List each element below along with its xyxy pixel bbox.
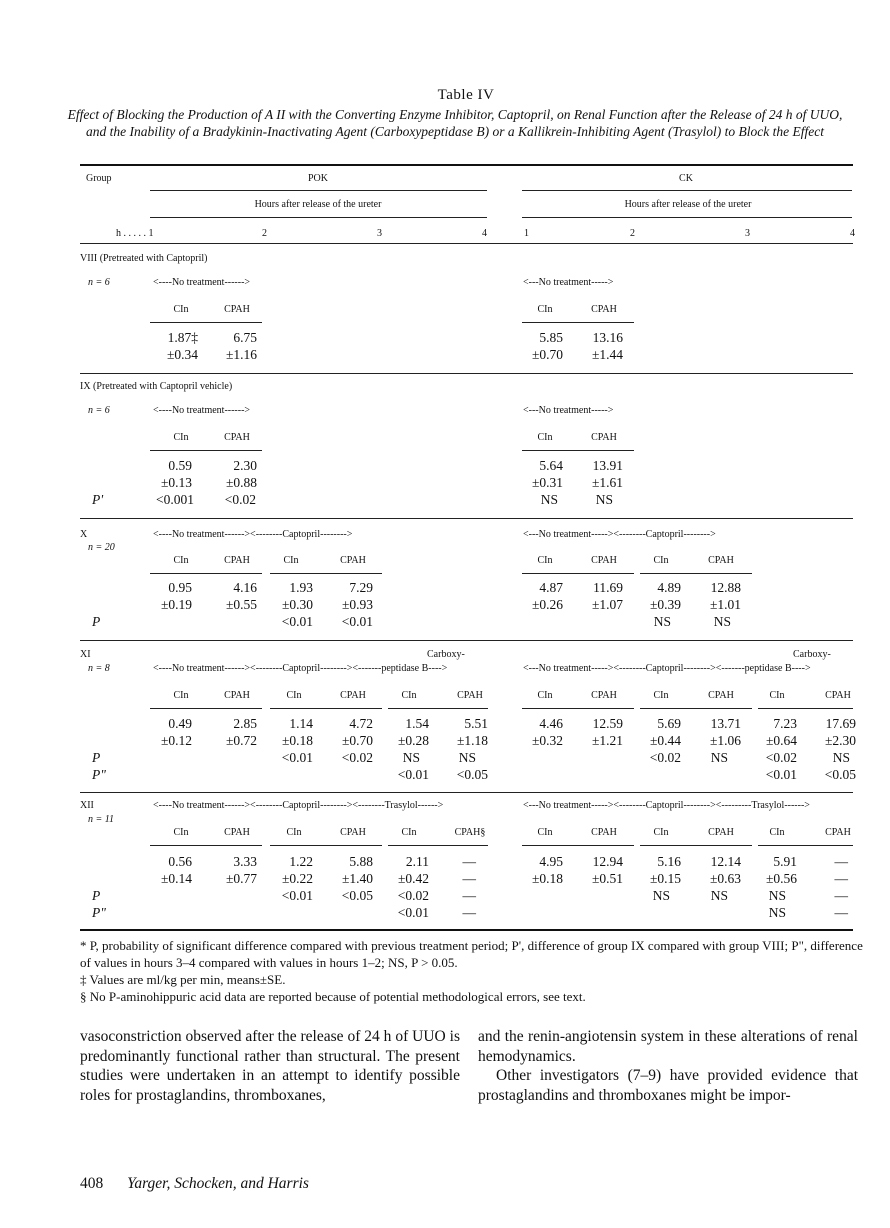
x-pok-v6: <0.01 bbox=[281, 614, 313, 629]
x-ck-bracket: <---No treatment-----><--------Captopril--------> bbox=[523, 529, 716, 540]
viii-pok-rule bbox=[150, 322, 262, 323]
pok-hours-rule bbox=[150, 217, 487, 218]
ix-ck-cpah-se: ±1.61 bbox=[591, 475, 623, 490]
x-ck-v3: ±1.07 bbox=[591, 597, 623, 612]
xi-pok-p-2: <0.01 bbox=[281, 750, 313, 765]
x-pok-v9: <0.01 bbox=[341, 614, 373, 629]
xi-ck-p-5: NS bbox=[832, 750, 850, 765]
x-pok-v3: ±0.55 bbox=[225, 597, 257, 612]
xii-pok-p-3: <0.05 bbox=[341, 888, 373, 903]
x-pok-v4: 1.93 bbox=[289, 580, 313, 595]
xi-pok-rule-a bbox=[150, 708, 262, 709]
x-ck-v4: 4.89 bbox=[657, 580, 681, 595]
xi-ck-mean-2: 5.69 bbox=[657, 716, 681, 731]
footnote-units: ‡ Values are ml/kg per min, means±SE. bbox=[80, 972, 286, 987]
xii-pok-se-4: ±0.42 bbox=[397, 871, 429, 886]
group-xi-title: XI bbox=[80, 649, 91, 660]
xi-pp-label: P" bbox=[92, 767, 106, 782]
xi-ck-h5: CIn bbox=[769, 690, 785, 701]
xi-pok-h3: CIn bbox=[286, 690, 302, 701]
viii-pok-cpah: 6.75 bbox=[233, 330, 257, 345]
body-column-left bbox=[80, 1027, 460, 1105]
xii-ck-se-1: ±0.51 bbox=[591, 871, 623, 886]
ix-ck-cpah-p: NS bbox=[595, 492, 613, 507]
x-ck-v2: 11.69 bbox=[593, 580, 623, 595]
pok-hours-caption: Hours after release of the ureter bbox=[254, 199, 382, 210]
xi-ck-pp-4: <0.01 bbox=[765, 767, 797, 782]
xii-pok-pp-4: <0.01 bbox=[397, 905, 429, 920]
x-ck-h3: CIn bbox=[653, 555, 669, 566]
ix-pok-rule bbox=[150, 450, 262, 451]
xii-ck-p-3: NS bbox=[710, 888, 728, 903]
xi-ck-h3: CIn bbox=[653, 690, 669, 701]
body-paragraph-left: vasoconstriction observed after the release of 24 h of UUO is predominantly functional rather than structural. The present studies were undertaken in an attempt to identify possible roles for prostaglandins, thromboxanes, bbox=[80, 1028, 460, 1104]
xi-pok-se-3: ±0.70 bbox=[341, 733, 373, 748]
hour-label-row: h . . . . . 1 bbox=[116, 228, 154, 239]
header-pok: POK bbox=[307, 173, 329, 184]
ck-hours-rule bbox=[522, 217, 852, 218]
viii-ck-bracket: <---No treatment-----> bbox=[523, 277, 614, 288]
table-title: Table IV bbox=[437, 87, 495, 103]
xi-pok-h6: CPAH bbox=[457, 690, 483, 701]
xi-pok-pp-4: <0.01 bbox=[397, 767, 429, 782]
x-pok-v7: 7.29 bbox=[349, 580, 373, 595]
x-pok-h4: CPAH bbox=[340, 555, 366, 566]
xii-ck-h3: CIn bbox=[653, 827, 669, 838]
pok-hour-2: 2 bbox=[262, 228, 267, 239]
viii-pok-cpah-se: ±1.16 bbox=[225, 347, 257, 362]
xii-ck-pp-4: NS bbox=[768, 905, 786, 920]
body-paragraph-right-2: Other investigators (7–9) have provided evidence that prostaglandins and thromboxanes might be impor- bbox=[478, 1067, 858, 1104]
xii-ck-se-5: — bbox=[834, 871, 848, 886]
pok-hour-4: 4 bbox=[482, 228, 487, 239]
group-viii-n: n = 6 bbox=[88, 277, 110, 288]
xii-pok-mean-2: 1.22 bbox=[289, 854, 313, 869]
viii-ck-cpah: 13.16 bbox=[592, 330, 623, 345]
xii-pok-h6: CPAH§ bbox=[454, 827, 486, 838]
ix-pok-bracket: <----No treatment------> bbox=[153, 405, 251, 416]
xii-ck-rule-b bbox=[640, 845, 752, 846]
x-pok-rule-b bbox=[270, 573, 382, 574]
ix-pok-cin-p: <0.001 bbox=[156, 492, 194, 507]
xi-pok-h2: CPAH bbox=[224, 690, 250, 701]
xii-pok-se-3: ±1.40 bbox=[341, 871, 373, 886]
xii-pok-rule-a bbox=[150, 845, 262, 846]
table-top-rule bbox=[80, 164, 853, 166]
x-pok-h3: CIn bbox=[283, 555, 299, 566]
group-x-title: X bbox=[80, 529, 88, 540]
xii-pok-se-1: ±0.77 bbox=[225, 871, 257, 886]
running-authors: Yarger, Schocken, and Harris bbox=[127, 1175, 309, 1192]
ix-ck-cpah-head: CPAH bbox=[591, 432, 617, 443]
xi-ck-se-5: ±2.30 bbox=[824, 733, 856, 748]
x-pok-bracket: <----No treatment------><--------Captopril--------> bbox=[153, 529, 353, 540]
ix-pok-cpah: 2.30 bbox=[233, 458, 257, 473]
xi-ck-p-2: <0.02 bbox=[649, 750, 681, 765]
xi-pok-mean-1: 2.85 bbox=[233, 716, 257, 731]
table-footnotes bbox=[80, 937, 870, 1005]
xi-pok-h4: CPAH bbox=[340, 690, 366, 701]
ix-p-label: P' bbox=[92, 492, 104, 507]
xii-ck-mean-5: — bbox=[834, 854, 848, 869]
xii-ck-se-3: ±0.63 bbox=[709, 871, 741, 886]
footnote-p: * P, probability of significant difference compared with previous treatment period; P', difference of group IX compared with group VIII; P", difference of values in hours 3–4 compared with values in hours 1–2; NS, P > 0.05. bbox=[80, 938, 863, 970]
xi-pok-se-1: ±0.72 bbox=[225, 733, 257, 748]
xi-pok-se-5: ±1.18 bbox=[456, 733, 488, 748]
group-xi-rule bbox=[80, 792, 853, 793]
viii-ck-cin-head: CIn bbox=[537, 304, 553, 315]
viii-pok-cin-head: CIn bbox=[173, 304, 189, 315]
xii-pok-mean-4: 2.11 bbox=[405, 854, 429, 869]
xi-ck-bracket: <---No treatment-----><--------Captopril--------><-------peptidase B----> bbox=[523, 663, 811, 674]
viii-pok-bracket: <----No treatment------> bbox=[153, 277, 251, 288]
xii-ck-h5: CIn bbox=[769, 827, 785, 838]
viii-ck-rule bbox=[522, 322, 634, 323]
footnote-pah: § No P-aminohippuric acid data are reported because of potential methodological errors, see text. bbox=[80, 989, 586, 1004]
xi-pok-p-3: <0.02 bbox=[341, 750, 373, 765]
xii-ck-mean-2: 5.16 bbox=[657, 854, 681, 869]
viii-pok-cin: 1.87‡ bbox=[167, 330, 198, 345]
group-xi-n: n = 8 bbox=[88, 663, 110, 674]
ck-header-rule bbox=[522, 190, 852, 191]
viii-ck-cpah-head: CPAH bbox=[591, 304, 617, 315]
xii-pok-h3: CIn bbox=[286, 827, 302, 838]
xii-pok-rule-b bbox=[270, 845, 382, 846]
xi-ck-se-1: ±1.21 bbox=[591, 733, 623, 748]
xii-p-label: P bbox=[92, 888, 101, 903]
xii-pok-mean-3: 5.88 bbox=[349, 854, 373, 869]
xii-pok-pp-5: — bbox=[462, 905, 476, 920]
viii-pok-cpah-head: CPAH bbox=[224, 304, 250, 315]
x-pok-v2: 4.16 bbox=[233, 580, 257, 595]
xi-ck-pp-5: <0.05 bbox=[824, 767, 856, 782]
ck-hour-3: 3 bbox=[745, 228, 750, 239]
ck-hours-caption: Hours after release of the ureter bbox=[624, 199, 752, 210]
xi-pok-se-2: ±0.18 bbox=[281, 733, 313, 748]
ix-pok-cin-head: CIn bbox=[173, 432, 189, 443]
xi-ck-rule-a bbox=[522, 708, 634, 709]
xii-ck-se-0: ±0.18 bbox=[531, 871, 563, 886]
xii-ck-rule-c bbox=[758, 845, 853, 846]
xi-ck-h2: CPAH bbox=[591, 690, 617, 701]
xi-ck-p-3: NS bbox=[710, 750, 728, 765]
body-paragraph-right-1: and the renin-angiotensin system in these alterations of renal hemodynamics. bbox=[478, 1028, 858, 1065]
x-ck-v7: 12.88 bbox=[710, 580, 741, 595]
header-bottom-rule bbox=[80, 243, 853, 244]
xi-ck-carboxy: Carboxy- bbox=[793, 649, 831, 660]
xi-pok-mean-3: 4.72 bbox=[349, 716, 373, 731]
ix-ck-cin-se: ±0.31 bbox=[531, 475, 563, 490]
table-bottom-rule bbox=[80, 929, 853, 931]
xii-ck-p-2: NS bbox=[652, 888, 670, 903]
xi-pok-p-4: NS bbox=[402, 750, 420, 765]
xi-pok-mean-2: 1.14 bbox=[289, 716, 313, 731]
ck-hour-1: 1 bbox=[524, 228, 529, 239]
ix-pok-cin: 0.59 bbox=[168, 458, 192, 473]
ix-ck-bracket: <---No treatment-----> bbox=[523, 405, 614, 416]
xii-ck-pp-5: — bbox=[834, 905, 848, 920]
x-pok-v1: ±0.19 bbox=[160, 597, 192, 612]
x-ck-v8: ±1.01 bbox=[709, 597, 741, 612]
xii-ck-bracket: <---No treatment-----><--------Captopril--------><---------Trasylol------> bbox=[523, 800, 810, 811]
group-xii-n: n = 11 bbox=[88, 814, 115, 825]
group-x-n: n = 20 bbox=[88, 542, 115, 553]
xi-ck-se-3: ±1.06 bbox=[709, 733, 741, 748]
xii-pok-bracket: <----No treatment------><--------Captopril--------><--------Trasylol------> bbox=[153, 800, 444, 811]
xii-pok-p-2: <0.01 bbox=[281, 888, 313, 903]
xii-pok-mean-1: 3.33 bbox=[233, 854, 257, 869]
ix-ck-cin-p: NS bbox=[540, 492, 558, 507]
x-pok-h1: CIn bbox=[173, 555, 189, 566]
xi-ck-h4: CPAH bbox=[708, 690, 734, 701]
xii-pok-h1: CIn bbox=[173, 827, 189, 838]
xi-ck-mean-4: 7.23 bbox=[773, 716, 797, 731]
ix-pok-cpah-p: <0.02 bbox=[224, 492, 256, 507]
xi-p-label: P bbox=[92, 750, 101, 765]
xii-ck-mean-0: 4.95 bbox=[539, 854, 563, 869]
xi-pok-se-4: ±0.28 bbox=[397, 733, 429, 748]
xi-ck-mean-5: 17.69 bbox=[825, 716, 856, 731]
xii-ck-se-4: ±0.56 bbox=[765, 871, 797, 886]
xii-ck-p-5: — bbox=[834, 888, 848, 903]
page-number: 408 bbox=[80, 1175, 104, 1192]
ix-ck-rule bbox=[522, 450, 634, 451]
xii-pok-se-5: — bbox=[462, 871, 476, 886]
xi-ck-h6: CPAH bbox=[825, 690, 851, 701]
ck-hour-2: 2 bbox=[630, 228, 635, 239]
xii-ck-h1: CIn bbox=[537, 827, 553, 838]
xii-pok-p-4: <0.02 bbox=[397, 888, 429, 903]
ix-pok-cpah-head: CPAH bbox=[224, 432, 250, 443]
x-pok-v0: 0.95 bbox=[168, 580, 192, 595]
x-ck-h1: CIn bbox=[537, 555, 553, 566]
ix-ck-cpah: 13.91 bbox=[592, 458, 623, 473]
x-ck-rule-b bbox=[640, 573, 752, 574]
xii-pok-se-2: ±0.22 bbox=[281, 871, 313, 886]
xii-pok-mean-0: 0.56 bbox=[168, 854, 192, 869]
xi-ck-p-4: <0.02 bbox=[765, 750, 797, 765]
ix-ck-cin: 5.64 bbox=[539, 458, 563, 473]
xi-ck-se-0: ±0.32 bbox=[531, 733, 563, 748]
xi-pok-pp-5: <0.05 bbox=[456, 767, 488, 782]
xi-pok-h5: CIn bbox=[401, 690, 417, 701]
group-ix-rule bbox=[80, 518, 853, 519]
xii-ck-rule-a bbox=[522, 845, 634, 846]
xi-pok-mean-5: 5.51 bbox=[464, 716, 488, 731]
viii-pok-cin-se: ±0.34 bbox=[166, 347, 198, 362]
ix-pok-cpah-se: ±0.88 bbox=[225, 475, 257, 490]
x-ck-rule-a bbox=[522, 573, 634, 574]
header-group: Group bbox=[86, 173, 112, 184]
xi-pok-mean-4: 1.54 bbox=[405, 716, 429, 731]
xii-pok-h2: CPAH bbox=[224, 827, 250, 838]
body-column-right bbox=[478, 1027, 858, 1105]
group-x-rule bbox=[80, 640, 853, 641]
x-ck-v0: 4.87 bbox=[539, 580, 563, 595]
x-ck-v6: NS bbox=[653, 614, 671, 629]
viii-ck-cin-se: ±0.70 bbox=[531, 347, 563, 362]
xii-pp-label: P" bbox=[92, 905, 106, 920]
xii-pok-p-5: — bbox=[462, 888, 476, 903]
xi-ck-mean-3: 13.71 bbox=[710, 716, 741, 731]
xi-ck-rule-b bbox=[640, 708, 752, 709]
xi-ck-mean-1: 12.59 bbox=[592, 716, 623, 731]
xi-ck-mean-0: 4.46 bbox=[539, 716, 563, 731]
x-pok-h2: CPAH bbox=[224, 555, 250, 566]
xii-ck-mean-4: 5.91 bbox=[773, 854, 797, 869]
page-footer bbox=[80, 1175, 309, 1193]
xii-pok-rule-c bbox=[388, 845, 488, 846]
xi-ck-h1: CIn bbox=[537, 690, 553, 701]
x-ck-v1: ±0.26 bbox=[531, 597, 563, 612]
x-p-label: P bbox=[92, 614, 101, 629]
xi-pok-mean-0: 0.49 bbox=[168, 716, 192, 731]
xii-ck-h4: CPAH bbox=[708, 827, 734, 838]
x-ck-h2: CPAH bbox=[591, 555, 617, 566]
x-pok-rule-a bbox=[150, 573, 262, 574]
xii-ck-se-2: ±0.15 bbox=[649, 871, 681, 886]
ix-ck-cin-head: CIn bbox=[537, 432, 553, 443]
xii-ck-h2: CPAH bbox=[591, 827, 617, 838]
x-pok-v5: ±0.30 bbox=[281, 597, 313, 612]
xi-pok-rule-c bbox=[388, 708, 488, 709]
xi-pok-h1: CIn bbox=[173, 690, 189, 701]
group-ix-n: n = 6 bbox=[88, 405, 110, 416]
group-viii-title: VIII (Pretreated with Captopril) bbox=[80, 253, 208, 264]
xii-ck-h6: CPAH bbox=[825, 827, 851, 838]
x-ck-h4: CPAH bbox=[708, 555, 734, 566]
xii-pok-h5: CIn bbox=[401, 827, 417, 838]
group-ix-title: IX (Pretreated with Captopril vehicle) bbox=[80, 381, 233, 392]
viii-ck-cin: 5.85 bbox=[539, 330, 563, 345]
xi-pok-p-5: NS bbox=[458, 750, 476, 765]
xi-pok-bracket: <----No treatment------><--------Captopril--------><-------peptidase B----> bbox=[153, 663, 448, 674]
table-caption: Effect of Blocking the Production of A II with the Converting Enzyme Inhibitor, Captopril, on Renal Function after the Release of 24 h of UUO, and the Inability of a Bradykinin-Inactivating Agent (Carboxypeptidase B) or a Kallikrein-Inhibiting Agent (Trasylol) to Block the Effect bbox=[67, 107, 843, 139]
header-ck: CK bbox=[679, 173, 693, 184]
xii-pok-se-0: ±0.14 bbox=[160, 871, 192, 886]
ck-hour-4: 4 bbox=[850, 228, 855, 239]
group-xii-title: XII bbox=[80, 800, 94, 811]
xi-ck-se-2: ±0.44 bbox=[649, 733, 681, 748]
viii-ck-cpah-se: ±1.44 bbox=[591, 347, 623, 362]
xii-ck-p-4: NS bbox=[768, 888, 786, 903]
xi-ck-rule-c bbox=[758, 708, 853, 709]
x-ck-v5: ±0.39 bbox=[649, 597, 681, 612]
xi-pok-se-0: ±0.12 bbox=[160, 733, 192, 748]
pok-header-rule bbox=[150, 190, 487, 191]
xii-pok-mean-5: — bbox=[462, 854, 476, 869]
xii-pok-h4: CPAH bbox=[340, 827, 366, 838]
x-ck-v9: NS bbox=[713, 614, 731, 629]
pok-hour-3: 3 bbox=[377, 228, 382, 239]
group-viii-rule bbox=[80, 373, 853, 374]
xi-pok-rule-b bbox=[270, 708, 382, 709]
xi-pok-carboxy: Carboxy- bbox=[427, 649, 465, 660]
ix-pok-cin-se: ±0.13 bbox=[160, 475, 192, 490]
xi-ck-se-4: ±0.64 bbox=[765, 733, 797, 748]
xii-ck-mean-1: 12.94 bbox=[592, 854, 623, 869]
xii-ck-mean-3: 12.14 bbox=[710, 854, 741, 869]
x-pok-v8: ±0.93 bbox=[341, 597, 373, 612]
